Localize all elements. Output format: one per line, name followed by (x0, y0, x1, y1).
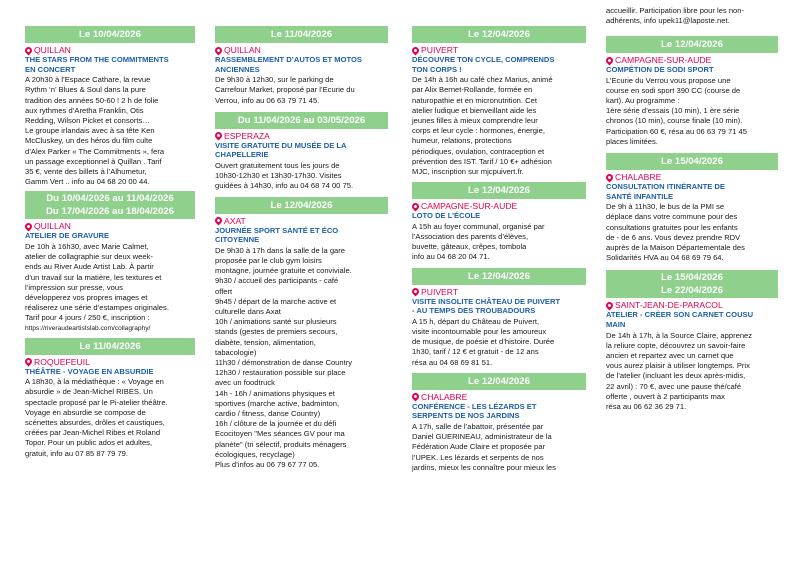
event-description-line: 1h30, tarif / 12 € et gratuit - de 12 ans (412, 347, 539, 357)
event-description (412, 422, 586, 473)
event-description-line: MJC, inscription sur mjcpuivert.fr. (412, 167, 524, 177)
event-description-line: Ouvert gratuitement tous les jours de (215, 160, 340, 170)
event-description-line: atelier de collagraphie sur deux week- (25, 252, 153, 262)
event-block (606, 36, 778, 147)
event-description-line: Fédération Aude Claire et proposée par (412, 442, 545, 452)
event-block (25, 191, 195, 332)
event-location-name: QUILLAN (224, 45, 261, 55)
event-title-line: VISITE INSOLITE CHÂTEAU DE PUIVERT (412, 296, 561, 306)
event-title (215, 141, 388, 160)
event-title (412, 402, 586, 421)
event-title (606, 65, 778, 75)
event-description-line: chronos (10 min), course finale (10 min). (606, 116, 743, 126)
event-description-line: De 10h à 16h30, avec Marie Calmet, (25, 242, 149, 252)
event-location (25, 357, 195, 367)
location-pin-icon (214, 131, 224, 141)
event-description-line: Verrou, info au 06 63 79 71 45. (215, 95, 320, 105)
event-url: https://riveraudeartistslab.com/collagraphy/ (25, 324, 151, 332)
event-title-line: ATELIER - CRÉER SON CARNET COUSU (606, 310, 754, 320)
event-title-line: VISITE GRATUITE DU MUSÉE DE LA (215, 140, 347, 150)
event-description-line: déplace dans votre commune pour des (606, 212, 738, 222)
event-description-line: A 15 h, départ du Château de Puivert, (412, 316, 540, 326)
event-location-name: QUILLAN (34, 221, 71, 232)
event-block (412, 268, 586, 368)
event-description-line: 14h - 16h / animations physiques et (215, 388, 335, 398)
event-description-line: de musique, de poésie et d’histoire. Durée (412, 337, 555, 347)
event-description-line: tradition des années 50-60 ! 2 h de folie (25, 95, 159, 105)
event-description-line: l’Association des parents d’élèves, (412, 232, 529, 242)
event-description-line: 11h30 / démonstration de danse Country (215, 358, 353, 368)
column-4 (606, 36, 778, 412)
event-block (25, 26, 195, 187)
event-block (25, 338, 195, 459)
event-date (412, 182, 586, 199)
event-description-line: A 17h, salle de l’abattoir, présentée par (412, 422, 544, 432)
event-title-line: THÉÂTRE - VOYAGE EN ABSURDIE (25, 366, 154, 376)
event-date (606, 270, 778, 298)
event-location (606, 55, 778, 65)
event-description-line: planète" (tri sélectif, produits ménagers (215, 439, 347, 449)
event-description-line: un passage exceptionnel à Quillan . Tarif (25, 156, 162, 166)
event-title (215, 226, 388, 245)
location-pin-icon (605, 300, 615, 310)
event-location-name: AXAT (224, 215, 246, 226)
event-description-line: L’Ecurie du Verrou vous propose une (606, 75, 731, 85)
event-location-name: CAMPAGNE-SUR-AUDE (615, 55, 712, 65)
event-title-line: LOTO DE L’ÉCOLE (412, 211, 481, 221)
event-description-line: corps et leur cycle : hormones, énergie, (412, 126, 545, 136)
location-pin-icon (24, 45, 34, 55)
event-location-name: CHALABRE (615, 172, 662, 183)
event-description-line: 12h30 / restauration possible sur place (215, 368, 346, 378)
event-description-line: guidées à 14h30, info au 04 68 74 00 75. (215, 181, 354, 191)
event-title (25, 231, 195, 241)
event-description-line: ancien et repartez avec un carnet que (606, 351, 734, 361)
event-title (606, 182, 778, 201)
event-description (606, 331, 778, 413)
continuation-line: accueillir. Participation libre pour les non- (606, 6, 745, 15)
event-description (412, 317, 586, 368)
event-date-text: Le 22/04/2026 (661, 285, 723, 297)
event-location-name: SAINT-JEAN-DE-PARACOL (615, 300, 723, 311)
event-description-line: buvette, gâteaux, crêpes, tombola (412, 242, 527, 252)
event-location-name: PUIVERT (421, 286, 459, 297)
event-title-line: EN CONCERT (25, 64, 76, 74)
event-description-line: Daniel GUERINEAU, administrateur de la (412, 432, 552, 442)
event-description-line: ends au River Aude Artist Lab. À partir (25, 262, 154, 272)
location-pin-icon (24, 221, 34, 231)
location-pin-icon (605, 55, 615, 65)
event-location (412, 201, 586, 211)
event-description (412, 75, 586, 177)
event-description-line: diabète, tension, alimentation, (215, 337, 316, 347)
column-1 (25, 26, 195, 459)
event-location (25, 221, 195, 231)
event-description-line: résa au 06 62 36 29 71. (606, 402, 687, 412)
event-description-line: visite incontournable pour les amoureux (412, 327, 547, 337)
event-description-line: A 15h au foyer communal, organisé par (412, 221, 545, 231)
event-description-line: tabacologie) (215, 347, 257, 357)
continuation-line: adhérents, info upek11@laposte.net. (606, 16, 730, 26)
event-location-name: ESPERAZA (224, 130, 270, 141)
location-pin-icon (411, 287, 421, 297)
event-title (215, 55, 388, 74)
event-description (606, 202, 778, 263)
event-description-line: kart). Au programme : (606, 96, 680, 105)
event-description-line: A 18h30, à la médiathèque : « Voyage en (25, 377, 164, 387)
event-date-text: Le 12/04/2026 (468, 29, 530, 40)
event-title (25, 55, 195, 74)
event-date-text: Du 10/04/2026 au 11/04/2026 (46, 193, 174, 205)
event-title (412, 211, 586, 221)
event-description-line: réaliserez une série d’estampes originales. (25, 303, 169, 313)
event-title-line: JOURNÉE SPORT SANTÉ ET ÉCO (215, 225, 339, 235)
event-description (215, 75, 388, 106)
event-block (215, 197, 388, 471)
event-description-line: aux rythmes d’Aretha Franklin, Otis (25, 105, 144, 115)
event-location (412, 392, 586, 402)
event-description-line: de l’atelier (incluant les deux après-midis, (606, 371, 746, 381)
event-date (215, 26, 388, 43)
event-date-text: Le 12/04/2026 (468, 375, 530, 387)
event-date (25, 191, 195, 219)
event-location (606, 172, 778, 182)
event-block (215, 26, 388, 106)
event-description-line: 22 avril) : 70 €, avec une pause thé/café (606, 381, 742, 391)
event-description-line: atelier ludique et bienveillant aide les (412, 105, 537, 115)
event-title (412, 55, 586, 74)
event-location-name: ROQUEFEUIL (34, 356, 90, 367)
event-description-line: prévention des IST. Tarif / 10 €+ adhésion (412, 156, 552, 166)
event-description-line: 16h / clôture de la journée et du défi (215, 419, 337, 429)
event-title (412, 297, 586, 316)
event-description-line: Gamm Vert .. info au 04 68 20 00 44. (25, 177, 150, 187)
event-date-text: Le 15/04/2026 (661, 272, 723, 284)
event-title-line: DÉCOUVRE TON CYCLE, COMPRENDS (412, 55, 555, 64)
event-description-line: 10h30-12h30 et 13h30-17h30. Visites (215, 171, 342, 181)
event-location-name: CAMPAGNE-SUR-AUDE (421, 201, 518, 212)
event-description-line: 1ère série d’essais (10 min), 1 ère série (606, 106, 740, 116)
event-location (606, 300, 778, 310)
event-description-line: De 14h à 16h au café chez Marius, animé (412, 75, 553, 85)
event-title (25, 367, 195, 377)
event-date (412, 373, 586, 390)
event-description (412, 222, 586, 263)
event-description-line: De 9h30 à 12h30, sur le parking de (215, 75, 334, 85)
event-date (606, 153, 778, 170)
event-description-line: montagne, journée gratuite et conviviale. (215, 266, 352, 276)
event-description-line: avec un foodtruck (215, 378, 275, 388)
event-description-line: offert (215, 286, 233, 296)
event-description-line: l’impression sur presse, vous (25, 282, 123, 292)
event-description-line: McCluskey, un des héros du film culte (25, 136, 153, 146)
event-description-line: de - de 6 ans. Vous devez prendre RDV (606, 232, 741, 242)
event-date (412, 268, 586, 285)
event-description-line: par Alix Bernet-Rollande, formée en (412, 85, 533, 95)
event-title-line: ANCIENNES (215, 64, 260, 74)
event-description-line: Plus d’infos au 06 79 67 77 05. (215, 460, 320, 470)
event-description-line: Ecocitoyen "Mes séances GV pour ma (215, 429, 345, 439)
event-description-line: Participation 60 €, résa au 06 63 79 71 45 (606, 126, 748, 136)
location-pin-icon (411, 45, 421, 55)
event-description-line: Voyage en absurdie se compose de (25, 407, 146, 417)
event-description-line: humeur, relations, protections (412, 136, 512, 146)
event-block (412, 26, 586, 177)
event-description-line: proposée par le club gym loisirs (215, 255, 322, 265)
location-pin-icon (605, 172, 615, 182)
event-title-line: CHAPELLERIE (215, 150, 269, 160)
event-description-line: consultations gratuites pour les enfants (606, 222, 738, 232)
event-description-line: écologiques, recyclage) (215, 449, 295, 459)
event-date (25, 338, 195, 355)
event-description (25, 377, 195, 459)
location-pin-icon (411, 392, 421, 402)
event-description-line: spectacle proposé par le Pi-atelier théâtre. (25, 397, 168, 407)
event-location (412, 287, 586, 297)
event-description-line: course en sodi sport 390 CC (course de (606, 85, 741, 95)
event-date-text: Le 12/04/2026 (468, 185, 530, 197)
event-description (25, 242, 195, 333)
event-block (606, 270, 778, 412)
event-date-text: Le 12/04/2026 (468, 270, 530, 282)
event-description-line: Carrefour Market, proposé par l’Ecurie du (215, 85, 355, 95)
event-date-text: Du 11/04/2026 au 03/05/2026 (237, 114, 366, 126)
event-date-text: Le 12/04/2026 (270, 199, 333, 211)
event-date (215, 112, 388, 129)
event-description (215, 246, 388, 470)
event-description (606, 76, 778, 147)
event-date (606, 36, 778, 53)
event-description-line: la reliure copte, découvrez un savoir-faire (606, 340, 746, 350)
column-2 (215, 26, 388, 470)
event-location (215, 45, 388, 55)
event-description-line: Topor. Pour un public ados et adultes, (25, 438, 153, 448)
event-description-line: l’UPEK. Les lézards et serpents de nos (412, 452, 544, 462)
event-description-line: culturelle dans Axat (215, 307, 281, 316)
event-description-line: Redding, Wilson Picket et consorts… (25, 116, 150, 125)
event-description-line: d’un travail sur la matière, les textures et (25, 272, 162, 282)
event-description-line: Le groupe irlandais avec à sa tête Ken (25, 126, 155, 136)
event-description-line: De 9h30 à 17h dans la salle de la gare (215, 245, 346, 255)
event-title-line: CONSULTATION ITINÉRANTE DE (606, 182, 725, 192)
location-pin-icon (24, 357, 34, 367)
event-location-name: CHALABRE (421, 391, 468, 402)
location-pin-icon (214, 216, 224, 226)
event-description-line: résa au 04 68 69 81 51. (412, 357, 493, 367)
event-description-line: cardio / fitness, danse Country) (215, 409, 321, 419)
event-description-line: naturopathie et en micronutrition. Cet (412, 95, 537, 105)
event-description-line: 10h / animations santé sur plusieurs (215, 317, 337, 327)
event-block (606, 153, 778, 263)
event-description-line: A 20h30 à l’Espace Cathare, la revue (25, 75, 151, 85)
event-title-line: - AU TEMPS DES TROUBADOURS (412, 306, 536, 316)
event-block (412, 373, 586, 473)
event-description (215, 161, 388, 192)
event-title-line: MAIN (606, 320, 626, 330)
event-date-text: Le 11/04/2026 (270, 29, 333, 40)
event-description-line: Solidarités HVA au 04 68 69 79 64. (606, 253, 724, 263)
event-location (215, 131, 388, 141)
column-3 (412, 26, 586, 473)
event-description-line: 9h30 / accueil des participants - café (215, 276, 339, 286)
event-description-line: stands (gestes de premiers secours, (215, 327, 338, 337)
event-description-line: développerez vos propres images et (25, 293, 148, 303)
col4-continuation-text (606, 6, 778, 26)
event-title-line: CONFÉRENCE - LES LÉZARDS ET (412, 401, 537, 411)
event-description-line: d’Alex Parker « The Commitments », fera (25, 146, 165, 156)
event-description-line: offerte , ouvert à 2 participants max (606, 391, 725, 401)
event-title-line: SERPENTS DE NOS JARDINS (412, 411, 520, 421)
event-description-line: créées par Jean-Michel Ribes et Roland (25, 428, 161, 438)
event-title (606, 310, 778, 329)
event-date (412, 26, 586, 43)
event-block (412, 182, 586, 262)
event-description-line: sportives (marche active, badminton, (215, 398, 340, 408)
event-block (215, 112, 388, 192)
event-description-line: De 14h à 17h, à la Source Claire, apprenez (606, 330, 753, 340)
event-date-text: Le 12/04/2026 (661, 39, 723, 50)
event-location (25, 45, 195, 55)
event-date (25, 26, 195, 43)
event-title-line: SANTÉ INFANTILE (606, 191, 674, 201)
event-description-line: places limitées. (606, 136, 658, 146)
event-description-line: De 9h à 11h30, le bus de la PMI se (606, 202, 725, 212)
event-location-name: QUILLAN (34, 45, 71, 55)
event-description-line: périodiques, ovulation, contraception et (412, 146, 545, 156)
event-title-line: CITOYENNE (215, 235, 260, 245)
event-description-line: scénettes absurdes, drôles et caustiques, (25, 418, 165, 428)
event-description-line: jeunes filles à mieux comprendre leur (412, 116, 538, 125)
event-date-text: Le 11/04/2026 (79, 340, 141, 352)
event-location (215, 216, 388, 226)
event-description-line: 35 €, vente des billets à l’Alhumetur, (25, 167, 147, 177)
event-title-line: ATELIER DE GRAVURE (25, 231, 110, 241)
event-date-text: Le 10/04/2026 (79, 29, 141, 40)
event-description-line: auprès de la Maison Départementale des (606, 243, 745, 253)
event-description-line: gratuit, info au 07 85 87 79 79. (25, 448, 129, 458)
event-description-line: info au 04 68 20 04 71. (412, 252, 490, 262)
event-date-text: Le 15/04/2026 (661, 156, 723, 168)
event-description-line: 9h45 / départ de la marche active et (215, 296, 337, 306)
event-description-line: Tarif pour 4 jours / 250 €, inscription : (25, 313, 150, 323)
location-pin-icon (214, 45, 224, 55)
event-title-line: THE STARS FROM THE COMMITMENTS (25, 55, 169, 64)
event-title-line: TON CORPS ! (412, 64, 462, 74)
event-description-line: jardins, mieux les connaître pour mieux les (412, 462, 556, 472)
event-description-line: absurdie » de Jean-Michel RIBES. Un (25, 387, 153, 397)
event-date-text: Du 17/04/2026 au 18/04/2026 (45, 206, 174, 218)
event-date (215, 197, 388, 214)
event-description-line: vous aurez plaisir à utiliser longtemps. Prix (606, 361, 750, 371)
event-title-line: COMPÉTION DE SODI SPORT (606, 65, 714, 74)
event-description-line: Rythm ‘n’ Blues & Soul dans la pure (25, 85, 146, 95)
event-description (25, 75, 195, 187)
event-location (412, 45, 586, 55)
location-pin-icon (411, 201, 421, 211)
event-location-name: PUIVERT (421, 45, 459, 55)
event-title-line: RASSEMBLEMENT D’AUTOS ET MOTOS (215, 55, 362, 64)
